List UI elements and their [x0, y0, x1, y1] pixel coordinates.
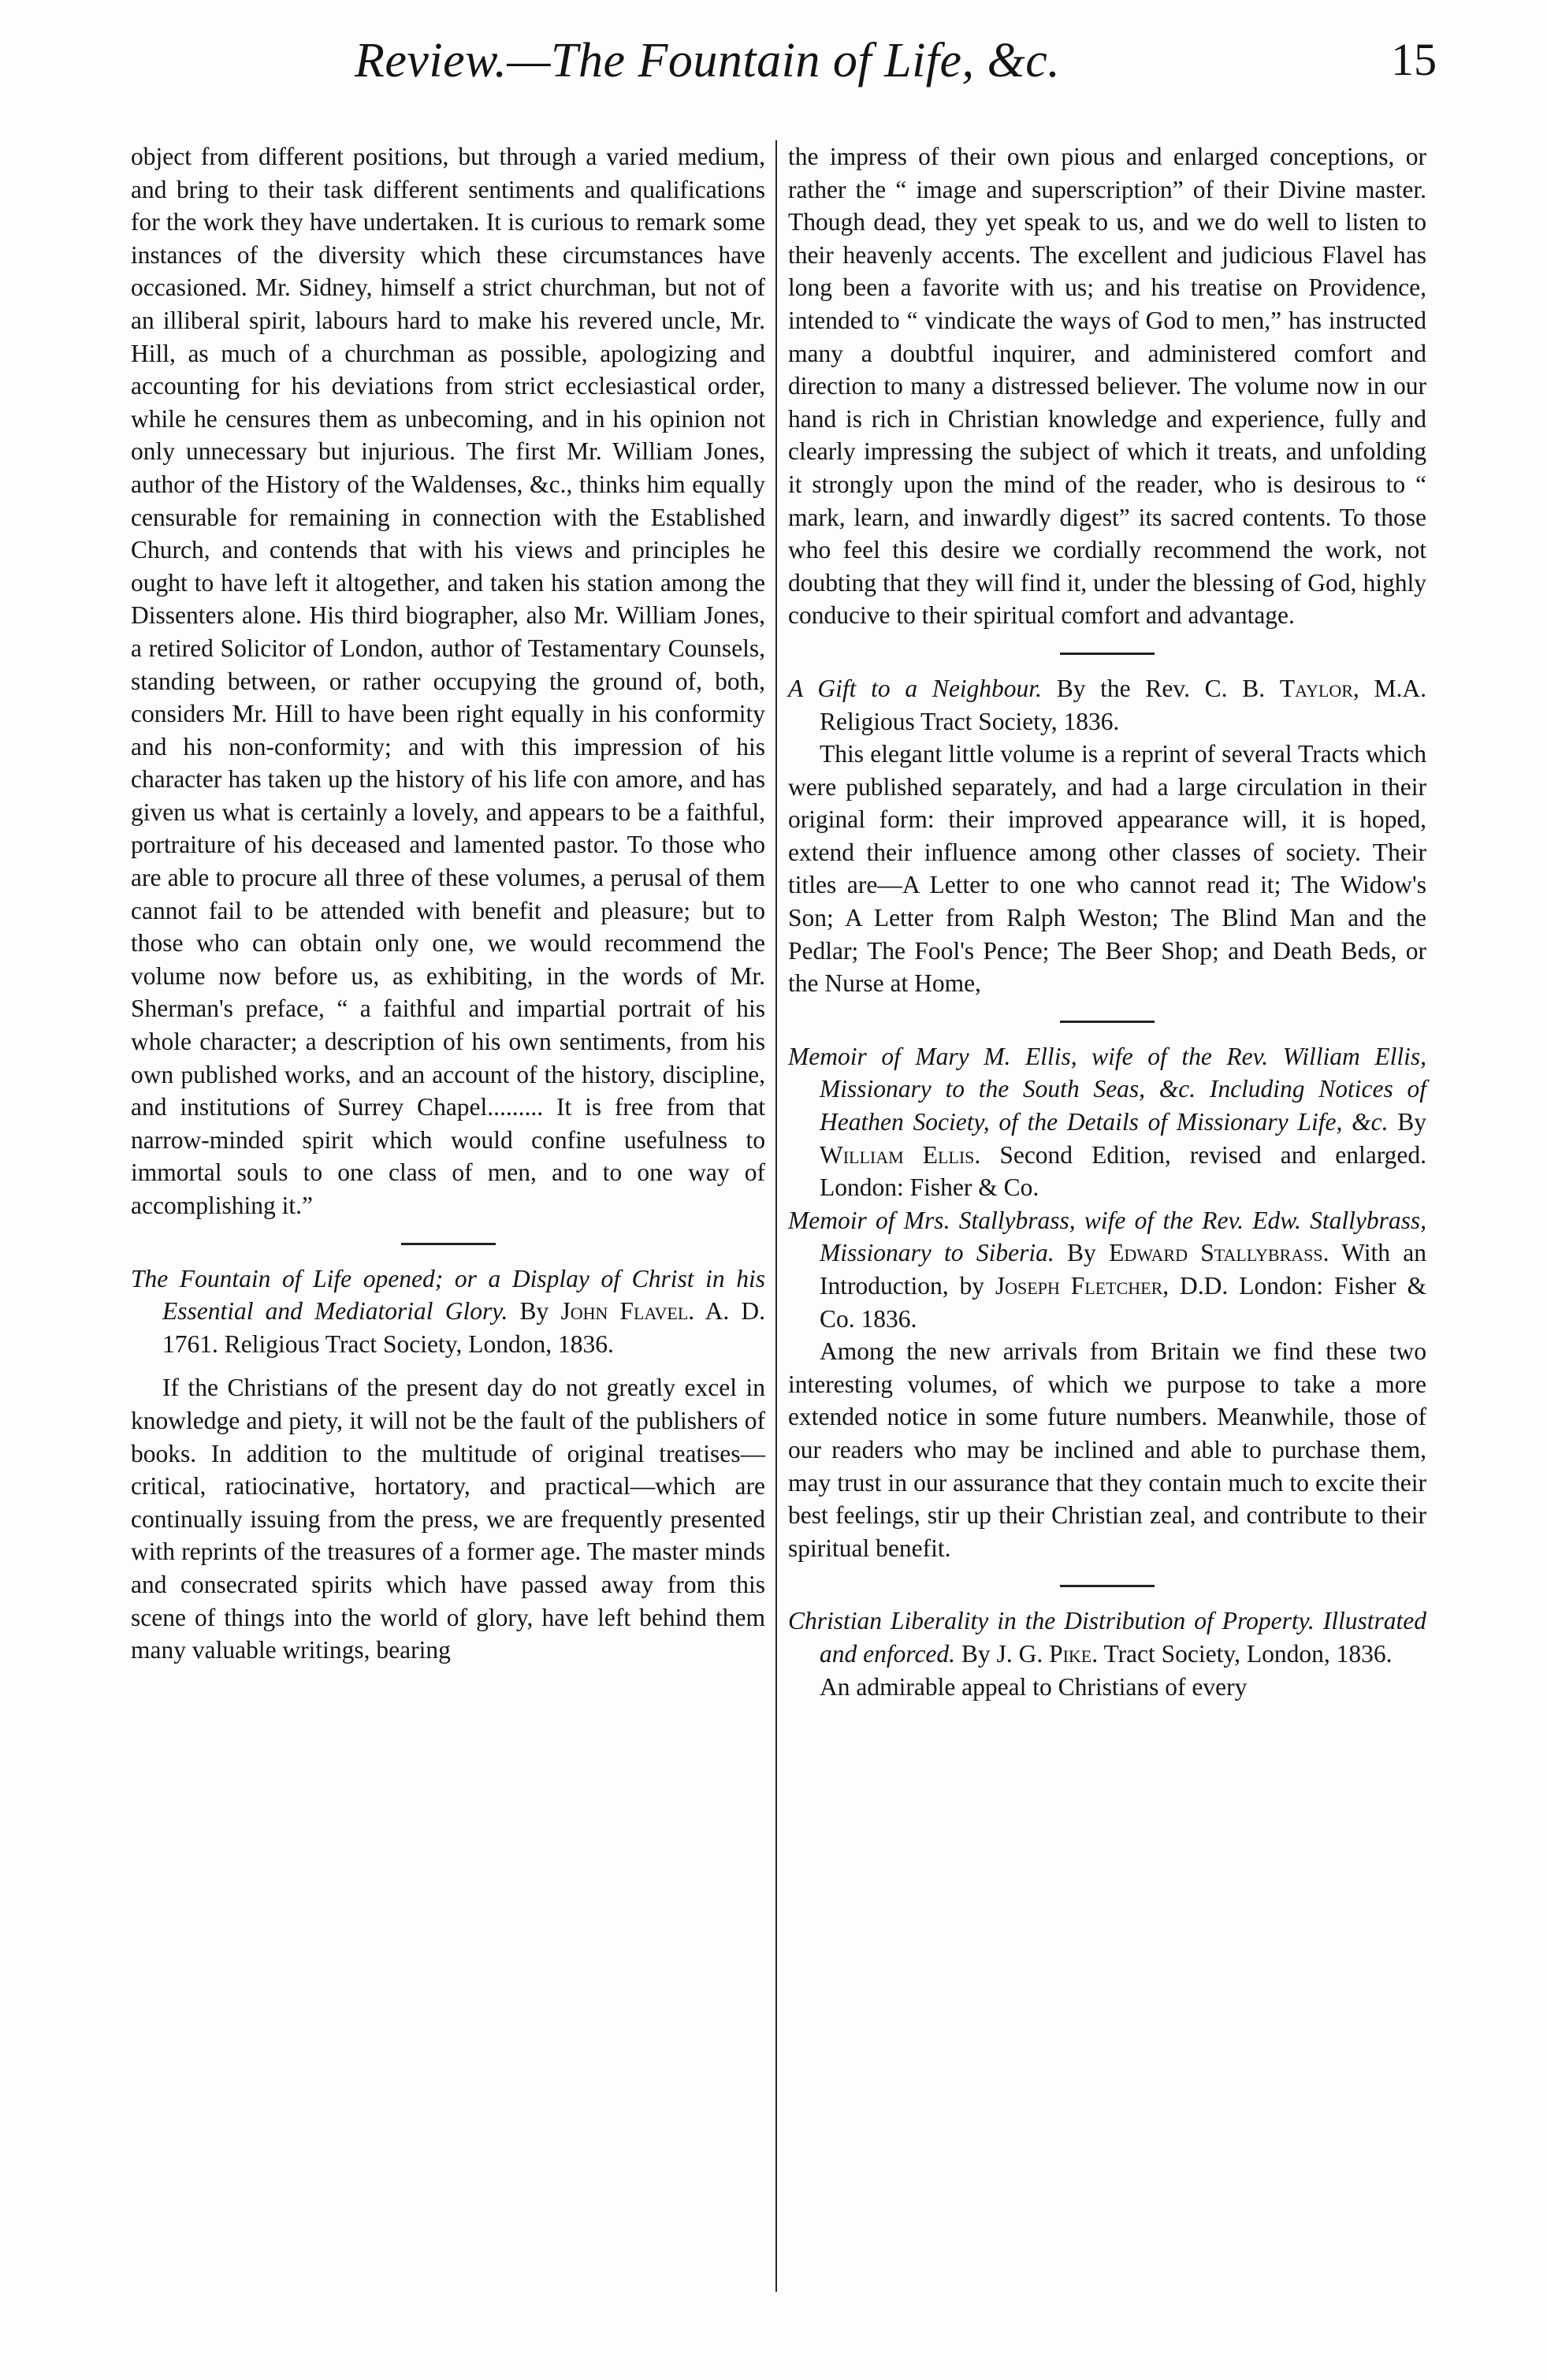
section-rule [401, 1243, 496, 1245]
entry-author: Taylor, M.A. [1279, 674, 1427, 702]
entry-heading-memoir-ellis [788, 1040, 1426, 1204]
entry-title: A Gift to a Neighbour. [788, 674, 1042, 702]
section-rule [1060, 653, 1155, 655]
entry-paragraph: If the Christians of the present day do not greatly excel in knowledge and piety, it will not be the fault of the publishers of books. In addition to the multitude of original treatises—critical, ratiocinative, hortatory, and practical—which are continually issuing from the press, we are frequently presented with reprints of the treasures of a former age. The master minds and consecrated spirits which have passed away from this scene of things into the world of glory, have left behind them many valuable writings, bearing [131, 1374, 765, 1664]
entry-by: By the Rev. C. B. [1056, 674, 1266, 702]
entry-title: Memoir of Mrs. Stallybrass, wife of the Rev. Edw. Stallybrass, Missionary to Siberia. [788, 1206, 1426, 1267]
entry-by: By [1397, 1108, 1427, 1136]
entry-details: A. D. 1761. Religious Tract Society, London, 1836. [162, 1297, 766, 1358]
entry-details: Tract Society, London, 1836. [1103, 1639, 1393, 1668]
entry-heading-fountain-of-life [131, 1263, 765, 1361]
entry-by: By [519, 1297, 549, 1326]
entry-author: John Flavel. [560, 1297, 695, 1326]
continuation-paragraph: the impress of their own pious and enlarged conceptions, or rather the “ image and superscription” of their Divine master. Though dead, they yet speak to us, and we do well to listen to their heavenly accents. The excellent and judicious Flavel has long been a favorite with us; and his treatise on Providence, intended to “ vindicate the ways of God to men,” has instructed many a doubtful inquirer, and administered comfort and direction to many a distressed believer. The volume now in our hand is rich in Christian knowledge and experience, fully and clearly impressing the subject of which it treats, and unfolding it strongly upon the mind of the reader, who is desirous to “ mark, learn, and inwardly digest” its sacred contents. To those who feel this desire we cordially recommend the work, not doubting that they will find it, under the blessing of God, highly conducive to their spiritual comfort and advantage. [788, 143, 1426, 630]
entry-heading-memoir-stallybrass [788, 1204, 1426, 1335]
page-number: 15 [1391, 34, 1437, 85]
entry-title: Christian Liberality in the Distribution of Property. Illustrated and enforced. [788, 1607, 1426, 1668]
right-column [788, 140, 1426, 1703]
section-rule [1060, 1021, 1155, 1023]
left-column [131, 140, 765, 1667]
entry-author: J. G. Pike. [996, 1639, 1099, 1668]
memoirs-paragraph: Among the new arrivals from Britain we find these two interesting volumes, of which we purpose to take a more extended notice in some future numbers. Meanwhile, those of our readers who may be inclined and able to purchase them, may trust in our assurance that they contain much to excite their best feelings, stir up their Christian zeal, and contribute to their spiritual benefit. [788, 1337, 1426, 1562]
entry-author: William Ellis. [820, 1140, 981, 1169]
entry-title: Memoir of Mary M. Ellis, wife of the Rev. William Ellis, Missionary to the South Seas, &c. Including Notices of Heathen Society, of the Details of Missionary Life, &c. [788, 1042, 1426, 1136]
entry-heading-christian-liberality [788, 1605, 1426, 1670]
entry-details: Second Edition, revised and enlarged. London: Fisher & Co. [820, 1140, 1426, 1202]
gift-paragraph: This elegant little volume is a reprint of several Tracts which were published separately, and had a large circulation in their original form: their improved appearance will, it is hoped, extend their influence among other classes of society. Their titles are—A Letter to one who cannot read it; The Widow's Son; A Letter from Ralph Weston; The Blind Man and the Pedlar; The Fool's Pence; The Beer Shop; and Death Beds, or the Nurse at Home, [788, 740, 1426, 998]
entry-title: The Fountain of Life opened; or a Display of Christ in his Essential and Mediatorial Glory. [131, 1264, 765, 1326]
entry-mid: With an Introduction, by [820, 1239, 1426, 1300]
entry-by: By [1067, 1239, 1096, 1267]
entry-details: Religious Tract Society, 1836. [820, 707, 1120, 735]
section-rule [1060, 1585, 1155, 1587]
entry-author: Edward Stallybrass. [1109, 1239, 1329, 1267]
column-divider [775, 140, 777, 2292]
entry-by: By [961, 1639, 991, 1668]
pike-paragraph: An admirable appeal to Christians of every [820, 1672, 1248, 1701]
entry-details: London: Fisher & Co. 1836. [820, 1272, 1427, 1333]
entry-author-2: Joseph Fletcher, D.D. [995, 1272, 1229, 1300]
running-title: Review.—The Fountain of Life, &c. [355, 34, 1061, 87]
page-header [118, 33, 1437, 109]
intro-paragraph: object from different positions, but through a varied medium, and bring to their task different sentiments and qualifications for the work they have undertaken. It is curious to remark some instances of the diversity which these circumstances have occasioned. Mr. Sidney, himself a strict churchman, but not of an illiberal spirit, labours hard to make his revered uncle, Mr. Hill, as much of a churchman as possible, apologizing and accounting for his deviations from strict ecclesiastical order, while he censures them as unbecoming, and in his opinion not only unnecessary but injurious. The first Mr. William Jones, author of the History of the Waldenses, &c., thinks him equally censurable for remaining in connection with the Established Church, and contends that with his views and principles he ought to have left it altogether, and taken his station among the Dissenters alone. His third biographer, also Mr. William Jones, a retired Solicitor of London, author of Testamentary Counsels, standing between, or rather occupying the ground of, both, considers Mr. Hill to have been right equally in his conformity and his non-conformity; and with this impression of his character has taken up the history of his life con amore, and has given us what is certainly a lovely, and appears to be a faithful, portraiture of his deceased and lamented pastor. To those who are able to procure all three of these volumes, a perusal of them cannot fail to be attended with benefit and pleasure; but to those who can obtain only one, we would recommend the volume now before us, as exhibiting, in the words of Mr. Sherman's preface, “ a faithful and impartial portrait of his whole character; a description of his own sentiments, from his own published works, and an account of the history, discipline, and institutions of Surrey Chapel......... It is free from that narrow-minded spirit which would confine usefulness to immortal souls to one class of men, and to one way of accomplishing it.” [131, 143, 765, 1219]
entry-heading-gift-to-a-neighbour [788, 672, 1426, 738]
